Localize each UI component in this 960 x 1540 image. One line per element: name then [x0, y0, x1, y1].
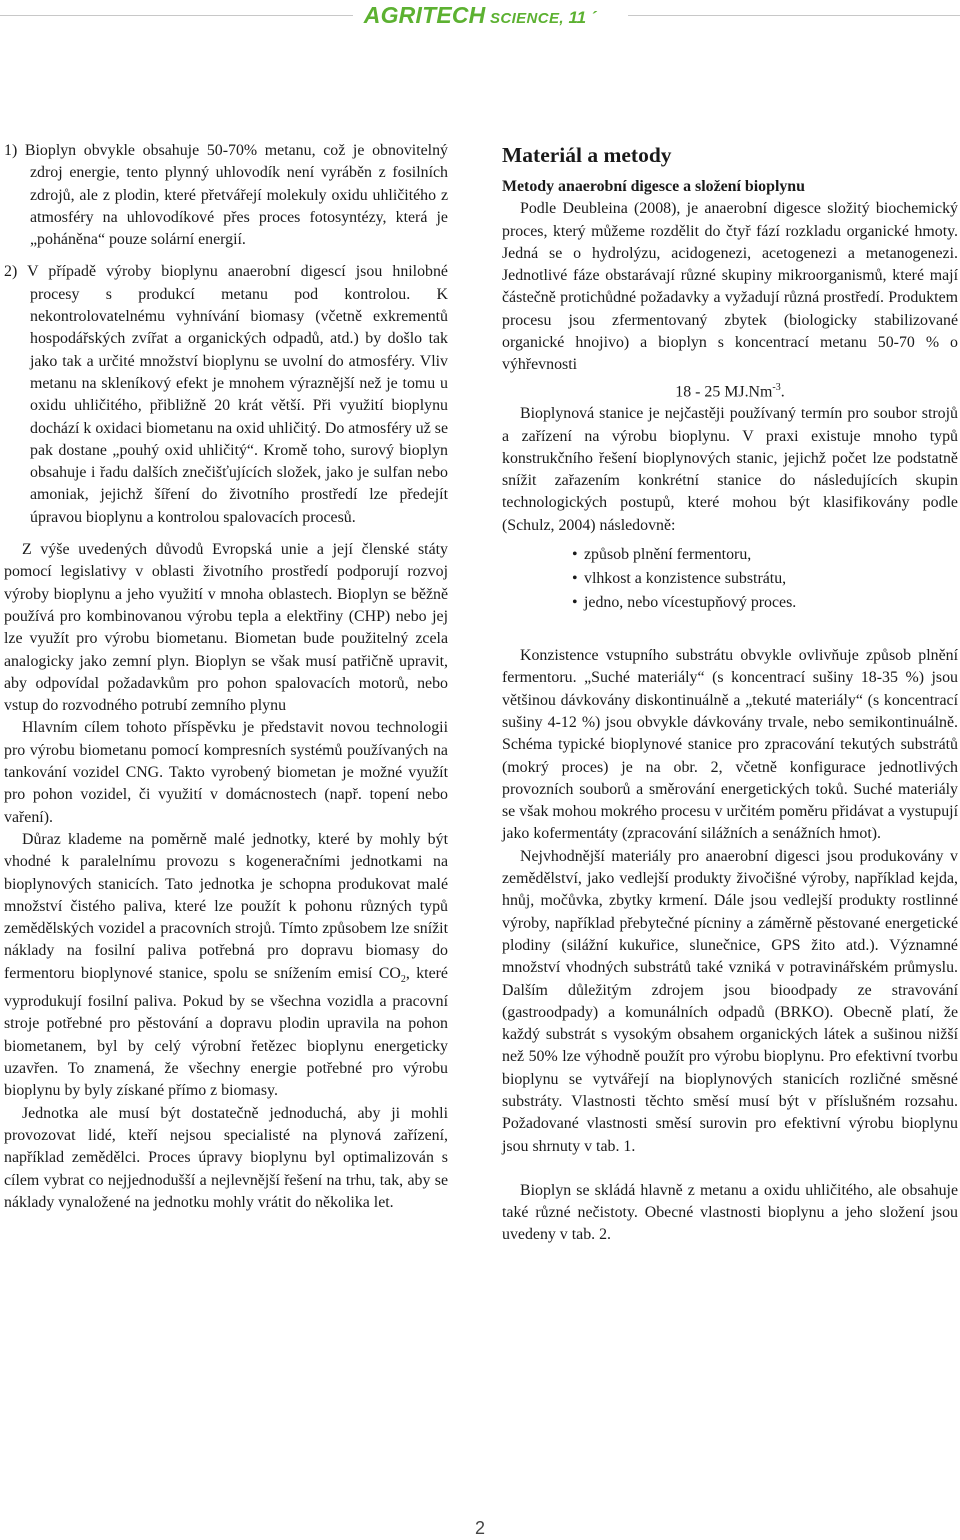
co2-subscript: 2 — [400, 973, 406, 985]
list-item: • jedno, nebo vícestupňový proces. — [572, 591, 958, 615]
paragraph-main-goal: Hlavním cílem tohoto příspěvku je představit novou technologii pro výrobu biometanu pomocí kompresních systémů používaných na tankování vozidel CNG. Takto vyrobený biometan je možné využít pro pohon vozidel, či využití v domácnostech (např. topení nebo vaření). — [4, 719, 448, 826]
list-item-2: 2) V případě výroby bioplynu anaerobní digescí jsou hnilobné procesy s produkcí metanu pod kontrolou. K nekontrolovatelnému vyhnívání biomasy (včetně exkrementů hospodářských zvířat a organických odpadů, atd.) by došlo tak jako tak a určité množství bioplynu se uvolní do atmosféry. Vliv metanu na skleníkový efekt je mnohem výraznější než je tomu u oxidu uhličitého, přibližně 20 krát větší. Při využití bioplynu dochází k oxidaci biometanu na oxid uhličitý. Do atmosféry už se pak dostane „pouhý oxid uhličitý“. Kromě toho, surový bioplyn obsahuje i řadu dalších znečišťujících složek, jako je sulfan nebo amoniak, jejichž šíření do životního prostředí lze předejít úpravou bioplynu a kontrolou spalovacích procesů. — [4, 263, 448, 526]
journal-masthead — [0, 0, 960, 34]
calorific-value-exponent: -3 — [772, 381, 781, 393]
calorific-value-end: . — [780, 382, 785, 400]
page-number: 2 — [474, 1518, 485, 1538]
calorific-value-text: 18 - 25 MJ.Nm — [675, 382, 773, 400]
paragraph-small-units-a: Důraz klademe na poměrně malé jednotky, které by mohly být vhodné k paralelnímu provozu s kogeneračními jednotkami na bioplynových stanicích. Tato jednotka je schopna produkovat malé množství čistého paliva, které lze použít k pohonu různých typů zemědělských vozidel a pracovních strojů. Tímto způsobem lze snížit náklady na fosilní paliva potřebná pro dopravu biomasy do fermentoru bioplynové stanice, spolu se snížením emisí CO — [4, 830, 448, 982]
paragraph-biogas-station: Bioplynová stanice je nejčastěji používaný termín pro soubor strojů a zařízení na výrobu bioplynu. V praxi existuje mnoho typů konstrukčního řešení bioplynových stanic, jejichž počet lze podstatně snížit zařazením konkrétní stanice do následujících skupin technologických postupů, které mohou být klasifikovány podle (Schulz, 2004) následovně: — [502, 405, 958, 534]
list-item: • způsob plnění fermentoru, — [572, 543, 958, 567]
list-item-1: 1) Bioplyn obvykle obsahuje 50-70% metanu, což je obnovitelný zdroj energie, tento plynný uhlovodík není vyráběn z fosilních zdrojů, ale z plodin, které přetvářejí molekuly oxidu uhličitého z atmosféry na uhlovodíkové přes proces fotosyntézy, která je „poháněna“ pouze solární energií. — [4, 142, 448, 249]
paragraph-small-units — [4, 829, 448, 1103]
paragraph-eu-support: Z výše uvedených důvodů Evropská unie a její členské státy pomocí legislativy v oblasti životního prostředí podporují rozvoj výroby bioplynu a jeho využití v mnoha oblastech. Bioplyn se běžně používá pro kombinovanou výrobu tepla a elektřiny (CHP) nebo jej lze využít pro výrobu biometanu. Biometan bude použitelný zcela analogicky jako zemní plyn. Bioplyn se však musí patřičně upravit, aby odpovídal požadavkům pro pohon spalovacích motorů, nebo vstup do rozvodného potrubí zemního plynu — [4, 541, 448, 715]
paragraph-materials: Nejvhodnější materiály pro anaerobní digesci jsou produkovány v zemědělství, jako vedlejší produkty živočišné výroby, například kejda, hnůj, močůvka, zbytky krmení. Dále jsou vedlejší produkty rostlinné výroby, například přebytečné pícniny a záměrně pěstované energetické plodiny (silážní kukuřice, slunečnice, GPS žito atd.). Významné množství vhodných substrátů také vzniká v potravinářském průmyslu. Dalším důležitým zdrojem jsou bioodpady ze stravování (gastroodpady) a komunálních odpadů (BRKO). Obecně platí, že každý substrát s vysokým obsahem organických látek a sušinou nižší než 50% lze výhodně použít pro výrobu bioplynu. Pro efektivní tvorbu bioplynu se vytvářejí na bioplynových stanicích rozličné směsné substráty. Vlastnosti těchto směsí musí být v příslušném rozsahu. Požadované vlastnosti směsí surovin pro efektivní výrobu bioplynu jsou shrnuty v tab. 1. — [502, 847, 958, 1155]
journal-issue: 11 — [568, 8, 587, 27]
list-item: • vlhkost a konzistence substrátu, — [572, 567, 958, 591]
paragraph-digestion: Podle Deubleina (2008), je anaerobní digesce složitý biochemický proces, který můžeme rozdělit do čtyř fází rozkladu organické hmoty. Jedná se o hydrolýzu, acidogenezi, acetogenezi a metanogenezi. Jednotlivé fáze obstarávají různé skupiny mikroorganismů, které mají částečně protichůdné požadavky a vyžadují různá prostředí. Produktem procesu jsou zfermentovaný zbytek (biologicky stabilizované organické hnojivo) a bioplyn s koncentrací metanu 50-70 % o výhřevnosti — [502, 200, 958, 374]
running-header — [0, 0, 960, 30]
right-column — [502, 140, 958, 1247]
paragraph-composition: Bioplyn se skládá hlavně z metanu a oxidu uhličitého, ale obsahuje také různé nečistoty. Obecné vlastnosti bioplynu a jeho složení jsou uvedeny v tab. 2. — [502, 1181, 958, 1244]
paragraph-consistency: Konzistence vstupního substrátu obvykle ovlivňuje způsob plnění fermentoru. „Suché materiály“ (s koncentrací sušiny 18-35 %) jsou většinou dávkovány diskontinuálně a „tekuté materiály“ (s koncentrací sušiny 4-12 %) jsou obvykle dávkovány trvale, nebo semikontinuálně. Schéma typické bioplynové stanice pro zpracování tekutých substrátů (mokrý proces) je na obr. 2, včetně konfigurace jednotlivých provozních souborů a směrování energetických toků. Suché materiály se však mohou mokrého procesu v určitém poměru přidávat a vystupují jako kofermentáty (zpracování silážních a senážních hmot). — [502, 647, 958, 843]
journal-brand: AGRITECH — [363, 2, 486, 28]
calorific-value — [502, 377, 958, 404]
classification-list — [572, 543, 958, 615]
subsection-heading: Metody anaerobní digesce a složení bioplynu — [502, 178, 805, 195]
paragraph-simplicity: Jednotka ale musí být dostatečně jednoduchá, aby ji mohli provozovat lidé, kteří nejsou specialisté na plynová zařízení, například zemědělci. Proces úpravy bioplynu byl optimalizován s cílem vybrat co nejjednodušší a nejlevnější řešení na trhu, tak, aby se náklady vynaložené na jednotku mohly vrátit do několika let. — [4, 1104, 448, 1211]
left-column — [4, 140, 448, 1214]
journal-subtitle: SCIENCE, — [489, 10, 564, 27]
section-heading: Materiál a metody — [502, 143, 672, 167]
paragraph-small-units-b: , které vyprodukují fosilní paliva. Pokud by se všechna vozidla a pracovní stroje potřebné pro pěstování a dopravu plodin upravila na pohon biometanem, byl by celý výrobní řetězec bioplynu energeticky uzavřen. To znamená, že všechny energie potřebné pro výrobu bioplynu by byly získané přímo z biomasy. — [4, 964, 448, 1100]
journal-issue-tick: ´ — [590, 8, 597, 27]
